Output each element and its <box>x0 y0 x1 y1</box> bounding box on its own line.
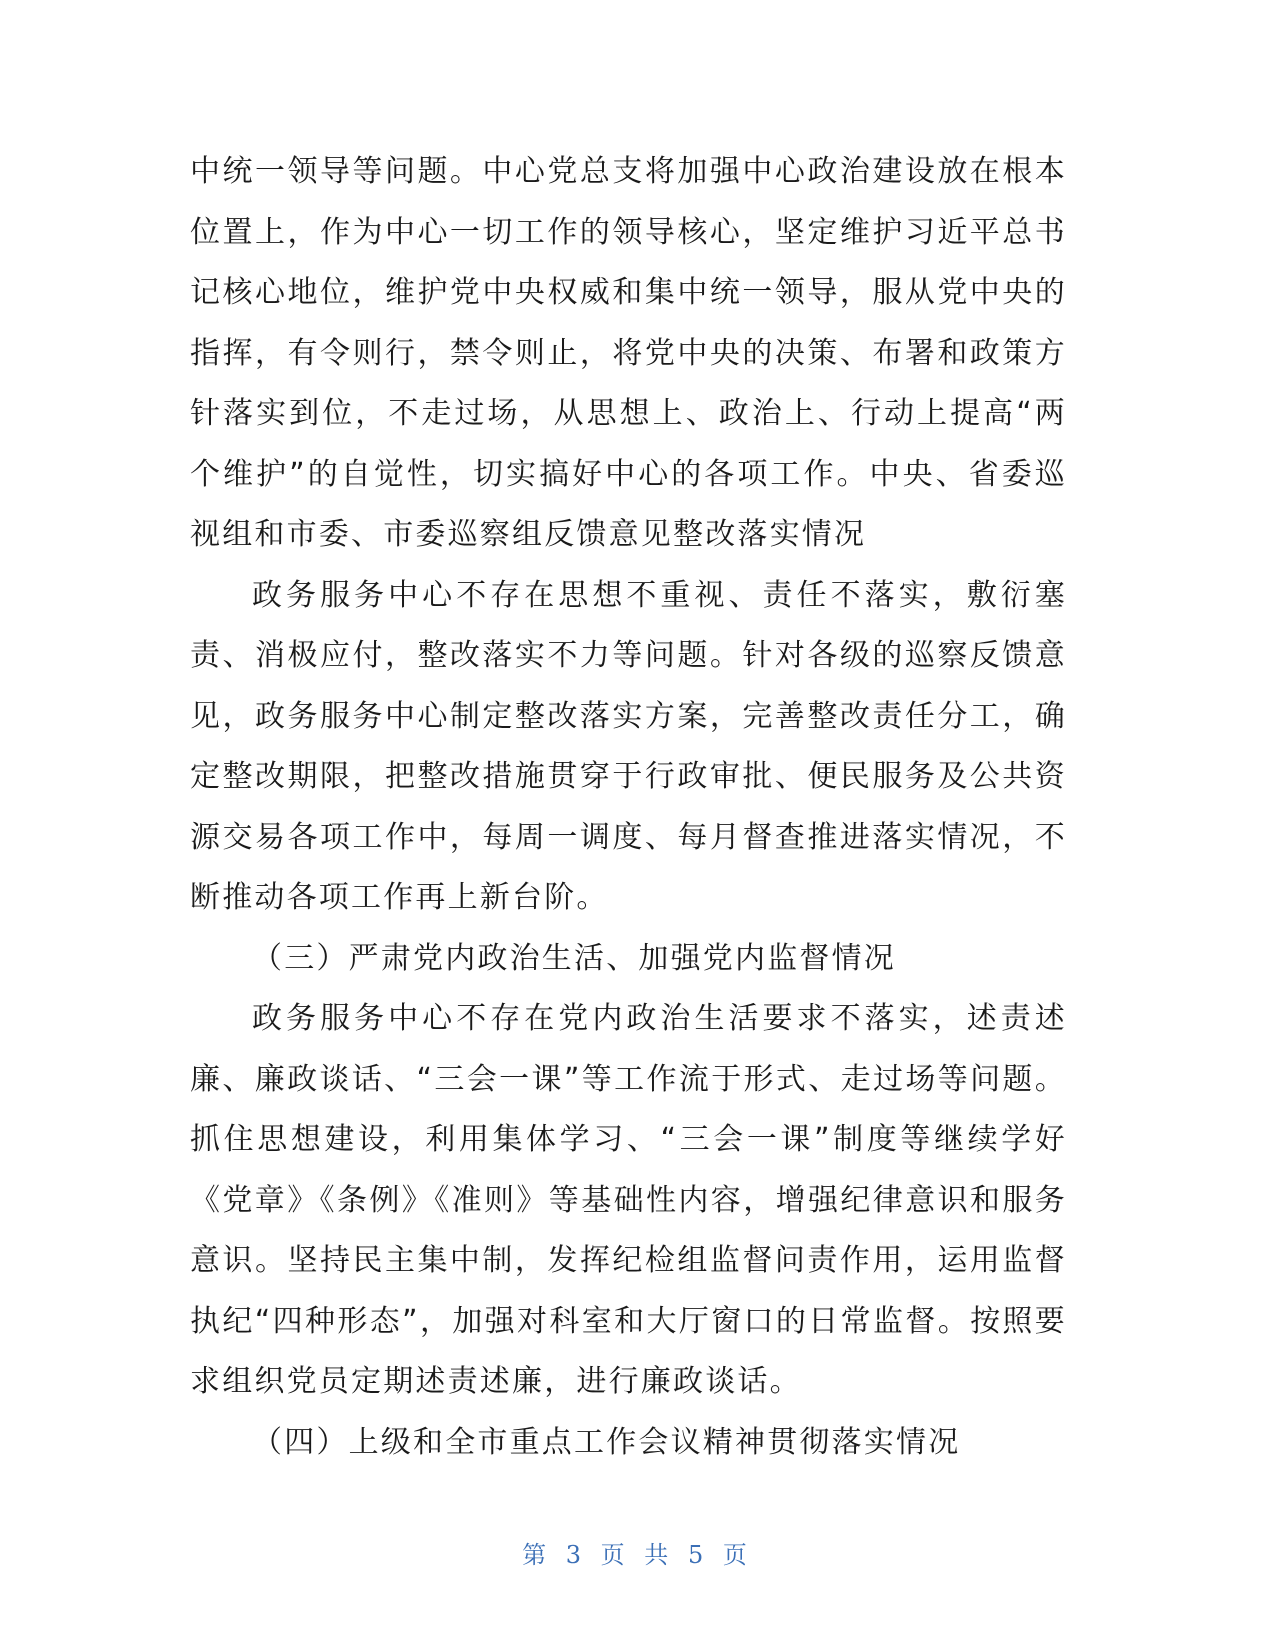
section-heading-4: （四）上级和全市重点工作会议精神贯彻落实情况 <box>252 1424 961 1460</box>
section-heading-3: （三）严肃党内政治生活、加强党内监督情况 <box>252 940 896 976</box>
page-number-footer: 第 3 页 共 5 页 <box>522 1541 753 1569</box>
paragraph-political-life: 政务服务中心不存在党内政治生活要求不落实，述责述廉、廉政谈话、“三会一课”等工作流于形式、走过场等问题。抓住思想建设，利用集体学习、“三会一课”制度等继续学好《党章》《条例》《准则》等基础性内容，增强纪律意识和服务意识。坚持民主集中制，发挥纪检组监督问责作用，运用监督执纪“四种形态”，加强对科室和大厅窗口的日常监督。按照要求组织党员定期述责述廉，进行廉政谈话。 <box>190 1001 1067 1399</box>
document-body <box>190 142 1067 1473</box>
paragraph-rectification: 政务服务中心不存在思想不重视、责任不落实，敷衍塞责、消极应付，整改落实不力等问题。针对各级的巡察反馈意见，政务服务中心制定整改落实方案，完善整改责任分工，确定整改期限，把整改措施贯穿于行政审批、便民服务及公共资源交易各项工作中，每周一调度、每月督查推进落实情况，不断推动各项工作再上新台阶。 <box>190 577 1067 915</box>
paragraph-continuation: 中统一领导等问题。中心党总支将加强中心政治建设放在根本位置上，作为中心一切工作的领导核心，坚定维护习近平总书记核心地位，维护党中央权威和集中统一领导，服从党中央的指挥，有令则行，禁令则止，将党中央的决策、布署和政策方针落实到位，不走过场，从思想上、政治上、行动上提高“两个维护”的自觉性，切实搞好中心的各项工作。中央、省委巡视组和市委、市委巡察组反馈意见整改落实情况 <box>190 154 1067 552</box>
